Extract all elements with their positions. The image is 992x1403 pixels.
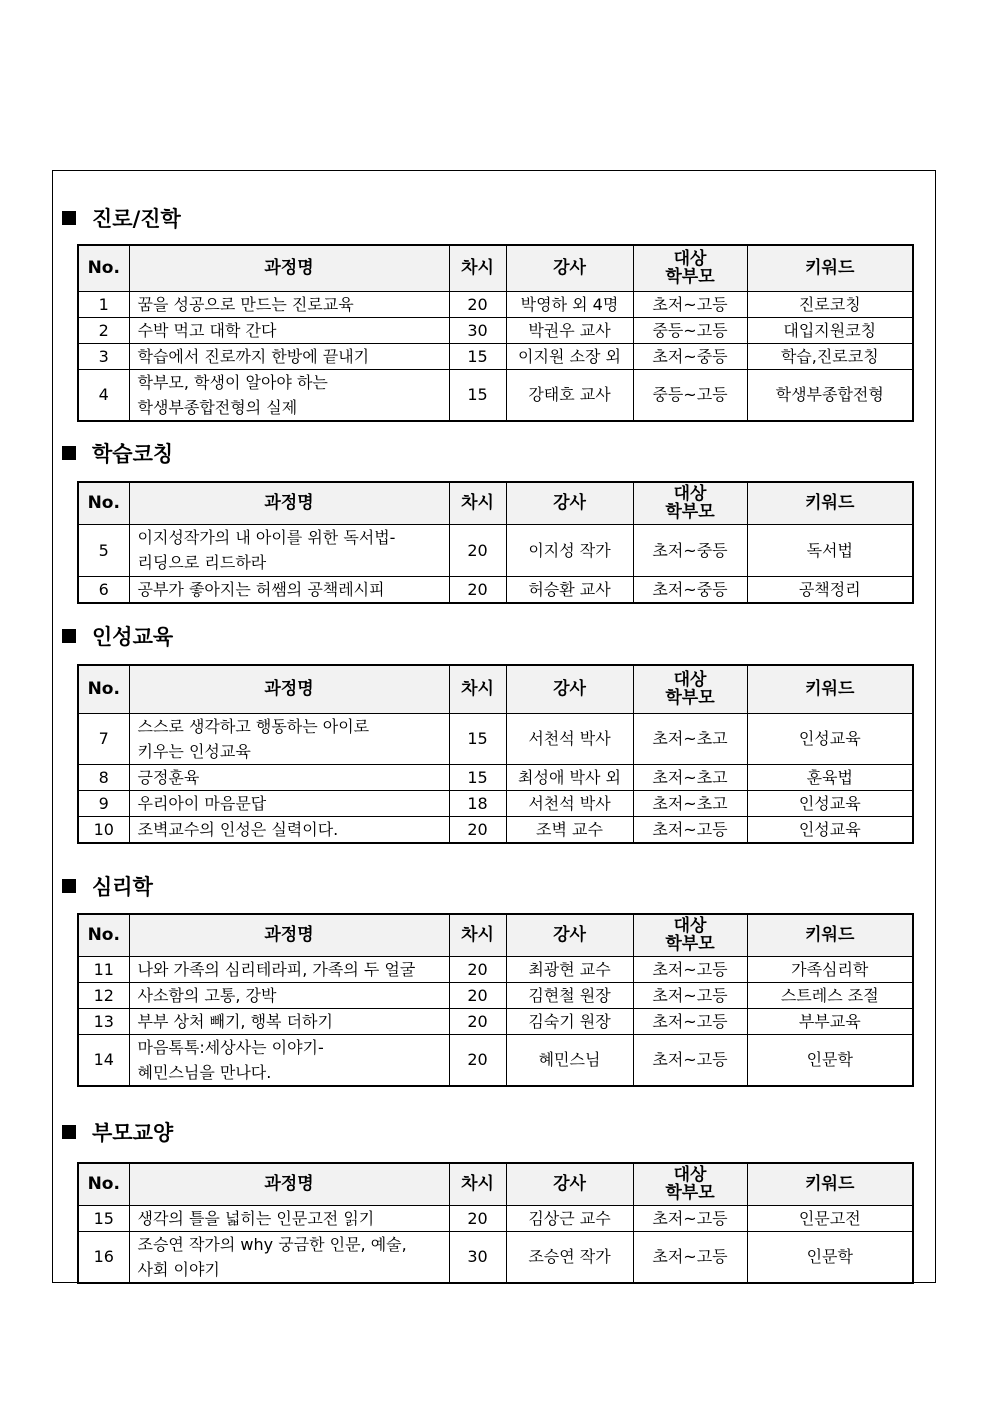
header-target-line1: 대상 <box>673 670 707 691</box>
cell-title-line: 꿈을 성공으로 만드는 진로교육 <box>137 294 354 314</box>
cell-instructor: 김상근 교수 <box>506 1205 633 1231</box>
header-no: No. <box>78 482 129 524</box>
cell-no: 5 <box>78 524 129 576</box>
header-target-line2: 학부모 <box>665 267 715 288</box>
cell-target: 초저~고등 <box>633 956 747 982</box>
header-target <box>633 482 747 524</box>
header-sessions: 차시 <box>449 245 506 291</box>
header-instructor: 강사 <box>506 482 633 524</box>
cell-title <box>129 790 449 816</box>
cell-title <box>129 1205 449 1231</box>
cell-keyword: 인성교육 <box>747 790 913 816</box>
cell-no: 10 <box>78 816 129 843</box>
cell-title <box>129 764 449 790</box>
header-row <box>78 914 913 956</box>
cell-title <box>129 576 449 603</box>
header-row <box>78 1163 913 1205</box>
cell-no: 9 <box>78 790 129 816</box>
table-row <box>78 1205 913 1231</box>
cell-instructor: 박권우 교사 <box>506 317 633 343</box>
cell-keyword: 인성교육 <box>747 816 913 843</box>
header-target <box>633 665 747 713</box>
table-row <box>78 713 913 764</box>
header-title: 과정명 <box>129 245 449 291</box>
cell-title <box>129 291 449 317</box>
cell-no: 14 <box>78 1034 129 1086</box>
cell-target: 초저~고등 <box>633 1205 747 1231</box>
cell-title-line: 조벽교수의 인성은 실력이다. <box>137 819 339 839</box>
cell-instructor: 김숙기 원장 <box>506 1008 633 1034</box>
cell-keyword: 진로코칭 <box>747 291 913 317</box>
cell-title-line: 리딩으로 리드하라 <box>137 553 267 572</box>
cell-keyword: 스트레스 조절 <box>747 982 913 1008</box>
header-target-line1: 대상 <box>673 1165 707 1186</box>
cell-sessions: 20 <box>449 291 506 317</box>
header-instructor: 강사 <box>506 245 633 291</box>
table-row <box>78 956 913 982</box>
table-row <box>78 1231 913 1283</box>
cell-title-line: 사회 이야기 <box>137 1259 220 1279</box>
header-keyword: 키워드 <box>747 665 913 713</box>
cell-title-line: 조승연 작가의 why 궁금한 인문, 예술, <box>137 1234 407 1254</box>
header-instructor: 강사 <box>506 1163 633 1205</box>
cell-instructor: 혜민스님 <box>506 1034 633 1086</box>
cell-title-line: 학부모, 학생이 알아야 하는 <box>137 372 328 392</box>
section-title <box>62 203 181 233</box>
cell-title-line: 생각의 틀을 넓히는 인문고전 읽기 <box>137 1208 375 1228</box>
header-row <box>78 482 913 524</box>
section-title <box>62 1117 173 1147</box>
cell-sessions: 20 <box>449 982 506 1008</box>
cell-instructor: 최광현 교수 <box>506 956 633 982</box>
cell-no: 12 <box>78 982 129 1008</box>
cell-instructor: 강태호 교사 <box>506 369 633 421</box>
cell-keyword: 공책정리 <box>747 576 913 603</box>
section-title-text: 진로/진학 <box>92 207 181 231</box>
square-bullet-icon <box>62 629 76 643</box>
section-title-text: 학습코칭 <box>92 442 174 466</box>
cell-instructor: 서천석 박사 <box>506 790 633 816</box>
course-table <box>77 244 914 422</box>
cell-target: 초저~고등 <box>633 291 747 317</box>
header-keyword: 키워드 <box>747 482 913 524</box>
cell-instructor: 조승연 작가 <box>506 1231 633 1283</box>
cell-instructor: 이지원 소장 외 <box>506 343 633 369</box>
table-row <box>78 524 913 576</box>
cell-title-line: 우리아이 마음문답 <box>137 793 267 813</box>
cell-no: 15 <box>78 1205 129 1231</box>
cell-target: 초저~초고 <box>633 713 747 764</box>
cell-title-line: 긍정훈육 <box>137 767 200 787</box>
header-target <box>633 914 747 956</box>
header-target <box>633 1163 747 1205</box>
header-target-line1: 대상 <box>673 249 707 270</box>
cell-instructor: 조벽 교수 <box>506 816 633 843</box>
cell-no: 2 <box>78 317 129 343</box>
cell-title <box>129 713 449 764</box>
cell-target: 초저~고등 <box>633 1034 747 1086</box>
header-instructor: 강사 <box>506 914 633 956</box>
cell-no: 11 <box>78 956 129 982</box>
section-title <box>62 438 173 468</box>
cell-target: 중등~고등 <box>633 317 747 343</box>
header-keyword: 키워드 <box>747 914 913 956</box>
table-row <box>78 369 913 421</box>
cell-keyword: 인성교육 <box>747 713 913 764</box>
cell-title-line: 마음톡톡:세상사는 이야기- <box>137 1037 324 1057</box>
cell-instructor: 최성애 박사 외 <box>506 764 633 790</box>
cell-no: 16 <box>78 1231 129 1283</box>
cell-title <box>129 1034 449 1086</box>
table-row <box>78 1008 913 1034</box>
cell-no: 8 <box>78 764 129 790</box>
cell-sessions: 20 <box>449 956 506 982</box>
header-target-line2: 학부모 <box>665 688 715 709</box>
header-sessions: 차시 <box>449 482 506 524</box>
cell-sessions: 20 <box>449 576 506 603</box>
cell-keyword: 가족심리학 <box>747 956 913 982</box>
cell-instructor: 서천석 박사 <box>506 713 633 764</box>
table-row <box>78 317 913 343</box>
cell-title <box>129 369 449 421</box>
cell-sessions: 20 <box>449 1205 506 1231</box>
table-row <box>78 576 913 603</box>
section-title-text: 부모교양 <box>92 1121 174 1145</box>
course-table <box>77 1162 914 1284</box>
cell-target: 초저~고등 <box>633 1231 747 1283</box>
header-sessions: 차시 <box>449 665 506 713</box>
cell-no: 3 <box>78 343 129 369</box>
header-sessions: 차시 <box>449 914 506 956</box>
cell-keyword: 학생부종합전형 <box>747 369 913 421</box>
cell-title <box>129 1008 449 1034</box>
table-row <box>78 816 913 843</box>
cell-instructor: 박영하 외 4명 <box>506 291 633 317</box>
section-title-text: 심리학 <box>92 875 153 899</box>
header-target-line1: 대상 <box>673 916 707 937</box>
header-target <box>633 245 747 291</box>
header-target-line1: 대상 <box>673 484 707 505</box>
square-bullet-icon <box>62 446 76 460</box>
cell-title-line: 키우는 인성교육 <box>137 741 251 761</box>
cell-sessions: 20 <box>449 816 506 843</box>
cell-keyword: 훈육법 <box>747 764 913 790</box>
cell-title-line: 학습에서 진로까지 한방에 끝내기 <box>137 346 370 366</box>
cell-keyword: 대입지원코칭 <box>747 317 913 343</box>
cell-sessions: 15 <box>449 343 506 369</box>
square-bullet-icon <box>62 1125 76 1139</box>
cell-title-line: 혜민스님을 만나다. <box>137 1062 272 1082</box>
table-row <box>78 291 913 317</box>
cell-title-line: 나와 가족의 심리테라피, 가족의 두 얼굴 <box>137 959 416 979</box>
header-row <box>78 245 913 291</box>
header-title: 과정명 <box>129 482 449 524</box>
cell-sessions: 20 <box>449 1034 506 1086</box>
cell-no: 7 <box>78 713 129 764</box>
cell-target: 초저~초고 <box>633 790 747 816</box>
header-title: 과정명 <box>129 914 449 956</box>
cell-title-line: 학생부종합전형의 실제 <box>137 397 298 417</box>
cell-no: 13 <box>78 1008 129 1034</box>
cell-title <box>129 816 449 843</box>
cell-instructor: 허승환 교사 <box>506 576 633 603</box>
section-title <box>62 621 173 651</box>
cell-target: 초저~중등 <box>633 524 747 576</box>
cell-keyword: 인문고전 <box>747 1205 913 1231</box>
cell-title-line: 사소함의 고통, 강박 <box>137 985 277 1005</box>
course-table <box>77 664 914 844</box>
cell-title <box>129 956 449 982</box>
header-title: 과정명 <box>129 665 449 713</box>
header-keyword: 키워드 <box>747 245 913 291</box>
cell-instructor: 이지성 작가 <box>506 524 633 576</box>
table-row <box>78 1034 913 1086</box>
cell-sessions: 15 <box>449 713 506 764</box>
cell-title <box>129 343 449 369</box>
cell-sessions: 20 <box>449 524 506 576</box>
header-sessions: 차시 <box>449 1163 506 1205</box>
cell-sessions: 15 <box>449 764 506 790</box>
cell-sessions: 30 <box>449 1231 506 1283</box>
cell-sessions: 30 <box>449 317 506 343</box>
cell-title <box>129 1231 449 1283</box>
header-no: No. <box>78 665 129 713</box>
cell-target: 초저~고등 <box>633 1008 747 1034</box>
header-no: No. <box>78 1163 129 1205</box>
cell-sessions: 15 <box>449 369 506 421</box>
cell-target: 중등~고등 <box>633 369 747 421</box>
header-title: 과정명 <box>129 1163 449 1205</box>
cell-title-line: 공부가 좋아지는 허쌤의 공책레시피 <box>137 579 385 599</box>
cell-title <box>129 982 449 1008</box>
cell-no: 6 <box>78 576 129 603</box>
header-no: No. <box>78 914 129 956</box>
table-row <box>78 343 913 369</box>
cell-instructor: 김현철 원장 <box>506 982 633 1008</box>
cell-sessions: 20 <box>449 1008 506 1034</box>
cell-title <box>129 524 449 576</box>
header-target-line2: 학부모 <box>665 934 715 955</box>
section-title-text: 인성교육 <box>92 625 174 649</box>
section-title <box>62 871 153 901</box>
cell-title-line: 부부 상처 빼기, 행복 더하기 <box>137 1011 333 1031</box>
cell-target: 초저~중등 <box>633 576 747 603</box>
cell-keyword: 독서법 <box>747 524 913 576</box>
course-table <box>77 913 914 1087</box>
cell-keyword: 인문학 <box>747 1034 913 1086</box>
cell-no: 4 <box>78 369 129 421</box>
cell-title-line: 스스로 생각하고 행동하는 아이로 <box>137 716 370 736</box>
cell-keyword: 부부교육 <box>747 1008 913 1034</box>
cell-target: 초저~고등 <box>633 816 747 843</box>
header-row <box>78 665 913 713</box>
cell-target: 초저~초고 <box>633 764 747 790</box>
cell-no: 1 <box>78 291 129 317</box>
cell-keyword: 인문학 <box>747 1231 913 1283</box>
cell-target: 초저~중등 <box>633 343 747 369</box>
cell-target: 초저~고등 <box>633 982 747 1008</box>
cell-title-line: 이지성작가의 내 아이를 위한 독서법- <box>137 528 396 547</box>
header-target-line2: 학부모 <box>665 1183 715 1204</box>
cell-title-line: 수박 먹고 대학 간다 <box>137 320 277 340</box>
table-row <box>78 790 913 816</box>
cell-sessions: 18 <box>449 790 506 816</box>
cell-title <box>129 317 449 343</box>
header-instructor: 강사 <box>506 665 633 713</box>
cell-keyword: 학습,진로코칭 <box>747 343 913 369</box>
square-bullet-icon <box>62 879 76 893</box>
table-row <box>78 764 913 790</box>
header-no: No. <box>78 245 129 291</box>
header-keyword: 키워드 <box>747 1163 913 1205</box>
course-table <box>77 481 914 604</box>
square-bullet-icon <box>62 211 76 225</box>
header-target-line2: 학부모 <box>665 502 715 523</box>
table-row <box>78 982 913 1008</box>
